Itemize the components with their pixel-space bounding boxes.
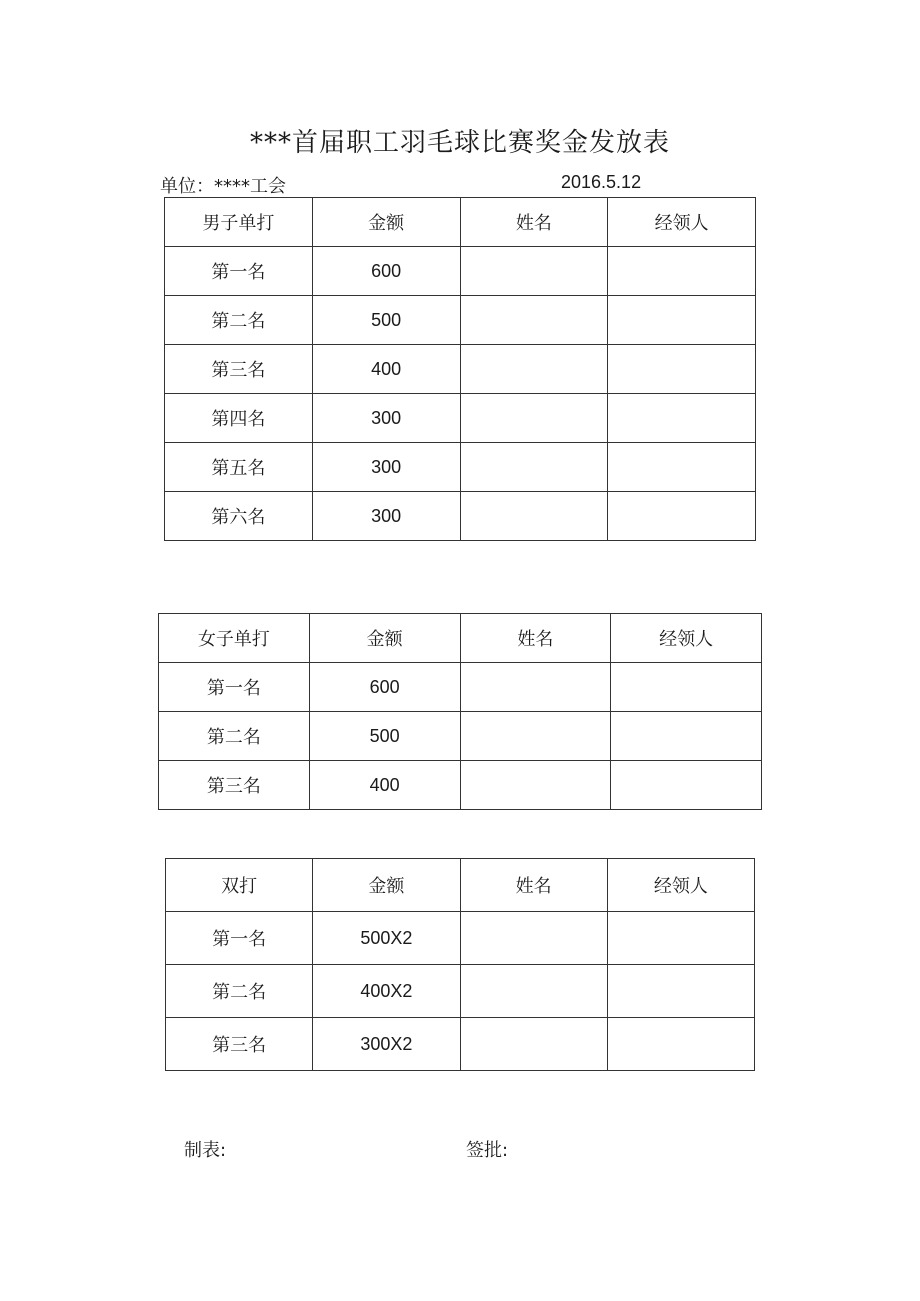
header-amount: 金额 [312, 198, 460, 247]
table-header-row [159, 614, 762, 663]
amount-cell: 500 [312, 296, 460, 345]
recipient-cell[interactable] [608, 247, 756, 296]
place-cell: 第五名 [165, 443, 313, 492]
table-row [165, 492, 756, 541]
table-row [166, 1018, 755, 1071]
recipient-cell[interactable] [608, 443, 756, 492]
mens-singles-table [164, 197, 756, 541]
header-recipient: 经领人 [608, 198, 756, 247]
recipient-cell[interactable] [611, 663, 762, 712]
recipient-cell[interactable] [608, 345, 756, 394]
name-cell[interactable] [460, 247, 608, 296]
table-row [166, 965, 755, 1018]
date-label: 2016.5.12 [561, 172, 642, 192]
approved-by-label: 签批: [466, 1140, 509, 1161]
recipient-cell[interactable] [611, 712, 762, 761]
table-header-row [166, 859, 755, 912]
amount-cell: 300X2 [313, 1018, 460, 1071]
amount-cell: 400 [309, 761, 460, 810]
table-row [165, 296, 756, 345]
recipient-cell[interactable] [608, 296, 756, 345]
header-recipient: 经领人 [607, 859, 754, 912]
amount-cell: 400X2 [313, 965, 460, 1018]
name-cell[interactable] [460, 345, 608, 394]
header-amount: 金额 [309, 614, 460, 663]
place-cell: 第三名 [166, 1018, 313, 1071]
doubles-table [165, 858, 755, 1071]
recipient-cell[interactable] [607, 1018, 754, 1071]
amount-cell: 500 [309, 712, 460, 761]
amount-cell: 600 [309, 663, 460, 712]
table-row [165, 345, 756, 394]
name-cell[interactable] [460, 663, 611, 712]
amount-cell: 300 [312, 492, 460, 541]
name-cell[interactable] [460, 296, 608, 345]
name-cell[interactable] [460, 1018, 607, 1071]
name-cell[interactable] [460, 965, 607, 1018]
amount-cell: 600 [312, 247, 460, 296]
header-amount: 金额 [313, 859, 460, 912]
place-cell: 第二名 [165, 296, 313, 345]
womens-singles-table [158, 613, 762, 810]
table-row [165, 247, 756, 296]
name-cell[interactable] [460, 761, 611, 810]
name-cell[interactable] [460, 712, 611, 761]
recipient-cell[interactable] [611, 761, 762, 810]
table-row [166, 912, 755, 965]
place-cell: 第一名 [165, 247, 313, 296]
amount-cell: 300 [312, 394, 460, 443]
amount-cell: 400 [312, 345, 460, 394]
unit-label: 单位：****工会 [160, 176, 286, 197]
table-row [159, 663, 762, 712]
header-category: 男子单打 [165, 198, 313, 247]
recipient-cell[interactable] [607, 965, 754, 1018]
document-title: ***首届职工羽毛球比赛奖金发放表 [249, 128, 670, 158]
recipient-cell[interactable] [608, 394, 756, 443]
place-cell: 第四名 [165, 394, 313, 443]
name-cell[interactable] [460, 912, 607, 965]
place-cell: 第三名 [159, 761, 310, 810]
header-name: 姓名 [460, 614, 611, 663]
place-cell: 第三名 [165, 345, 313, 394]
header-name: 姓名 [460, 198, 608, 247]
name-cell[interactable] [460, 394, 608, 443]
header-name: 姓名 [460, 859, 607, 912]
name-cell[interactable] [460, 492, 608, 541]
amount-cell: 500X2 [313, 912, 460, 965]
name-cell[interactable] [460, 443, 608, 492]
header-category: 女子单打 [159, 614, 310, 663]
recipient-cell[interactable] [608, 492, 756, 541]
table-row [159, 712, 762, 761]
place-cell: 第六名 [165, 492, 313, 541]
table-row [165, 394, 756, 443]
table-row [159, 761, 762, 810]
amount-cell: 300 [312, 443, 460, 492]
prepared-by-label: 制表: [184, 1140, 227, 1161]
header-recipient: 经领人 [611, 614, 762, 663]
table-header-row [165, 198, 756, 247]
header-category: 双打 [166, 859, 313, 912]
place-cell: 第二名 [159, 712, 310, 761]
recipient-cell[interactable] [607, 912, 754, 965]
place-cell: 第一名 [166, 912, 313, 965]
place-cell: 第二名 [166, 965, 313, 1018]
place-cell: 第一名 [159, 663, 310, 712]
table-row [165, 443, 756, 492]
